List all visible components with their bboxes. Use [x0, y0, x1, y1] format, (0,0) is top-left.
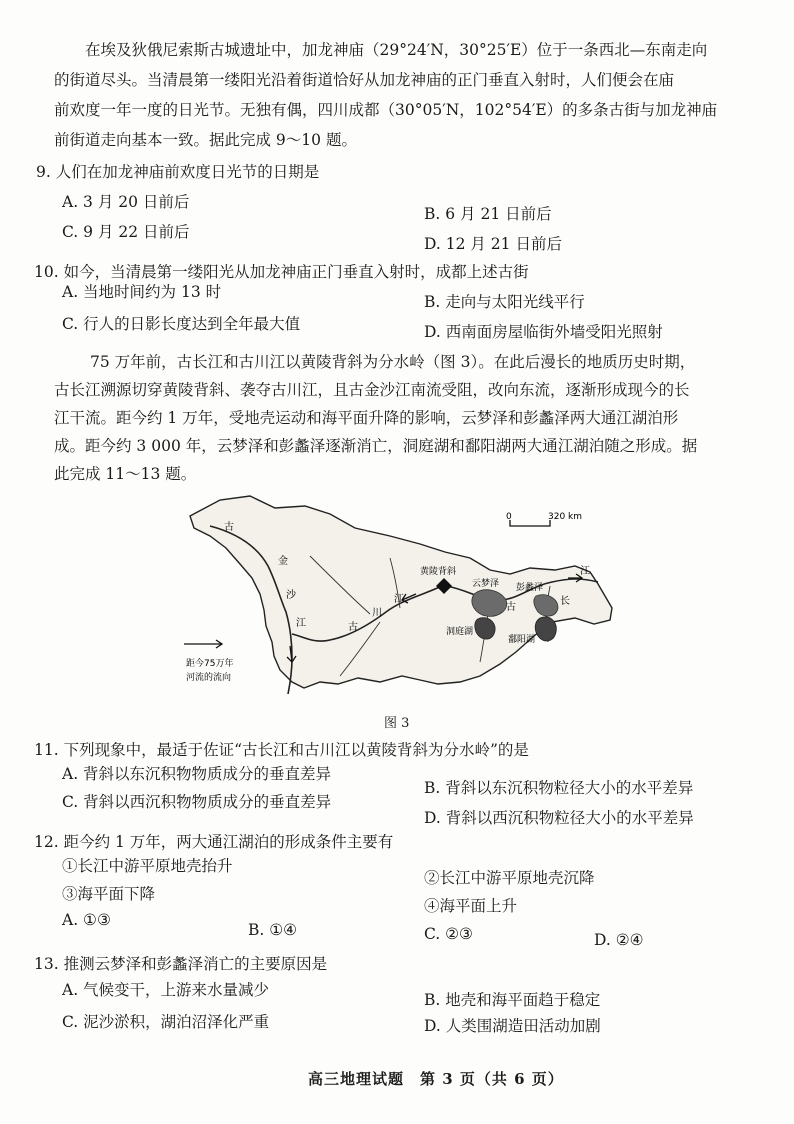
question-12-option-d: D. ②④: [594, 931, 644, 949]
question-12-statement-3: ③海平面下降: [62, 885, 156, 903]
question-11-option-c: C. 背斜以西沉积物物质成分的垂直差异: [62, 793, 332, 811]
scale-km-label: 320 km: [548, 512, 583, 522]
question-13-option-c: C. 泥沙淤积，湖泊沼泽化严重: [62, 1013, 270, 1031]
question-12-statement-1: ①长江中游平原地壳抬升: [62, 857, 233, 875]
question-10-stem: 10. 如今，当清晨第一缕阳光从加龙神庙正门垂直入射时，成都上述古街: [34, 263, 529, 281]
passage-1-line-3: 前欢度一年一度的日光节。无独有偶，四川成都（30°05′N，102°54′E）的多条古街与加龙神庙: [54, 101, 718, 119]
jinsha-char-jiang: 江: [296, 618, 306, 629]
question-10-option-a: A. 当地时间约为 13 时: [62, 283, 222, 301]
question-11-stem: 11. 下列现象中，最适于佐证“古长江和古川江以黄陵背斜为分水岭”的是: [34, 741, 529, 759]
flow-legend: [184, 640, 233, 683]
question-13-option-b: B. 地壳和海平面趋于稳定: [424, 991, 601, 1009]
huangling-label: 黄陵背斜: [420, 567, 457, 577]
passage-2-line-1: 75 万年前，古长江和古川江以黄陵背斜为分水岭（图 3）。在此后漫长的地质历史时期，: [90, 353, 696, 371]
passage-1-line-4: 前街道走向基本一致。据此完成 9～10 题。: [54, 131, 357, 149]
page-footer: 高三地理试题 第 3 页（共 6 页）: [308, 1070, 564, 1088]
question-10-option-b: B. 走向与太阳光线平行: [424, 293, 585, 311]
pengli-label: 彭蠡泽: [516, 583, 544, 593]
question-9-option-d: D. 12 月 21 日前后: [424, 235, 562, 253]
question-13-stem: 13. 推测云梦泽和彭蠡泽消亡的主要原因是: [34, 955, 328, 973]
yangtze-char-jiang: 江: [580, 566, 590, 577]
scale-bar: [506, 512, 582, 526]
question-12-option-a: A. ①③: [62, 911, 111, 929]
question-9-stem: 9. 人们在加龙神庙前欢度日光节的日期是: [36, 163, 320, 181]
passage-2-line-4: 成。距今约 3 000 年，云梦泽和彭蠡泽逐渐消亡，洞庭湖和鄱阳湖两大通江湖泊随之形成。据: [54, 437, 698, 455]
yangtze-char-gu: 古: [506, 602, 516, 613]
yangtze-char-chang: 长: [560, 596, 570, 607]
figure-caption: 图 3: [384, 716, 410, 731]
question-13-option-a: A. 气候变干，上游来水量减少: [62, 981, 270, 999]
map-svg: [180, 486, 640, 696]
passage-2-line-2: 古长江溯源切穿黄陵背斜、袭夺古川江，且古金沙江南流受阻，改向东流，逐渐形成现今的长: [54, 381, 690, 399]
chuanjiang-char-jiang: 江: [394, 594, 404, 605]
question-9-option-a: A. 3 月 20 日前后: [62, 193, 190, 211]
poyang-label: 鄱阳湖: [508, 635, 536, 645]
jinsha-char-jin: 金: [278, 556, 288, 567]
chuanjiang-char-gu: 古: [348, 622, 358, 633]
question-11-option-b: B. 背斜以东沉积物粒径大小的水平差异: [424, 779, 694, 797]
question-9-option-c: C. 9 月 22 日前后: [62, 223, 190, 241]
dongting-label: 洞庭湖: [446, 627, 474, 637]
poyang-lake: [535, 617, 556, 641]
chuanjiang-char-chuan: 川: [372, 608, 382, 619]
passage-2-line-3: 江干流。距今约 1 万年，受地壳运动和海平面升降的影响，云梦泽和彭蠡泽两大通江湖泊形: [54, 409, 679, 427]
yangtze-basin-map: [180, 486, 640, 696]
legend-line-2: 河流的流向: [186, 673, 232, 683]
question-12-stem: 12. 距今约 1 万年，两大通江湖泊的形成条件主要有: [34, 833, 394, 851]
question-12-option-b: B. ①④: [248, 921, 298, 939]
passage-1-line-1: 在埃及狄俄尼索斯古城遗址中，加龙神庙（29°24′N，30°25′E）位于一条西北—东南走向: [85, 41, 708, 59]
question-12-statement-4: ④海平面上升: [424, 897, 518, 915]
legend-line-1: 距今75万年: [186, 659, 234, 669]
question-12-option-c: C. ②③: [424, 925, 473, 943]
yunmeng-label: 云梦泽: [472, 579, 500, 589]
question-11-option-d: D. 背斜以西沉积物粒径大小的水平差异: [424, 809, 694, 827]
jinsha-char-gu: 古: [224, 522, 234, 533]
jinsha-char-sha: 沙: [286, 590, 296, 601]
passage-1-line-2: 的街道尽头。当清晨第一缕阳光沿着街道恰好从加龙神庙的正门垂直入射时，人们便会在庙: [54, 71, 675, 89]
question-10-option-c: C. 行人的日影长度达到全年最大值: [62, 315, 301, 333]
question-10-option-d: D. 西南面房屋临街外墙受阳光照射: [424, 323, 663, 341]
question-12-statement-2: ②长江中游平原地壳沉降: [424, 869, 595, 887]
scale-zero-label: 0: [506, 512, 512, 522]
question-9-option-b: B. 6 月 21 日前后: [424, 205, 552, 223]
question-13-option-d: D. 人类围湖造田活动加剧: [424, 1017, 601, 1035]
passage-2-line-5: 此完成 11～13 题。: [54, 465, 197, 483]
question-11-option-a: A. 背斜以东沉积物物质成分的垂直差异: [62, 765, 332, 783]
